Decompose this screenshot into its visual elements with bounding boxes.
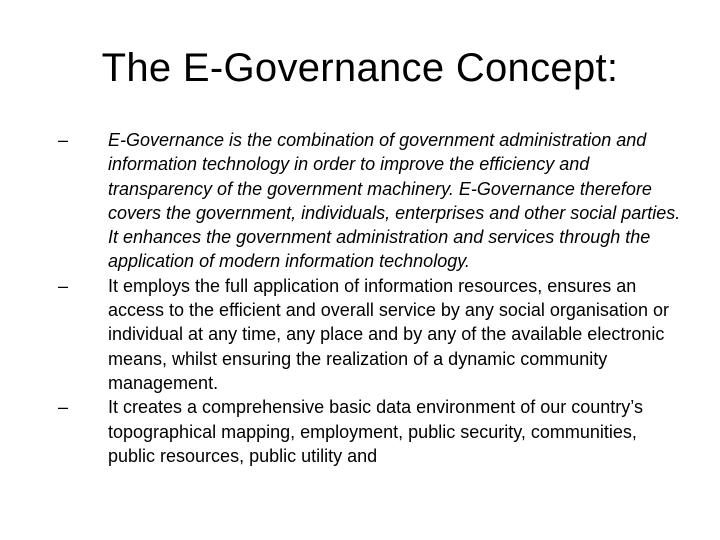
bullet-text: E-Governance is the combination of government administration and information technology in order to improve the efficiency and transparency of the government machinery. E-Governance therefore covers the government, individuals, enterprises and other social parties. It enhances the government administration and services through the application of modern information technology. [108, 130, 681, 272]
bullet-list [56, 128, 686, 468]
bullet-item [56, 395, 686, 468]
dash-icon: – [58, 275, 69, 296]
bullet-text: It employs the full application of information resources, ensures an access to the efficient and overall service by any social organisation or individual at any time, any place and by any of the available electronic means, whilst ensuring the realization of a dynamic community management. [108, 275, 669, 393]
bullet-item [56, 128, 686, 274]
dash-icon: – [58, 130, 69, 150]
bullet-text: It creates a comprehensive basic data environment of our country’s topographical mapping, employment, public security, communities, public resources, public utility and [108, 397, 643, 466]
slide-title: The E-Governance Concept: [101, 46, 619, 90]
bullet-item [56, 274, 686, 395]
dash-icon: – [58, 397, 69, 418]
